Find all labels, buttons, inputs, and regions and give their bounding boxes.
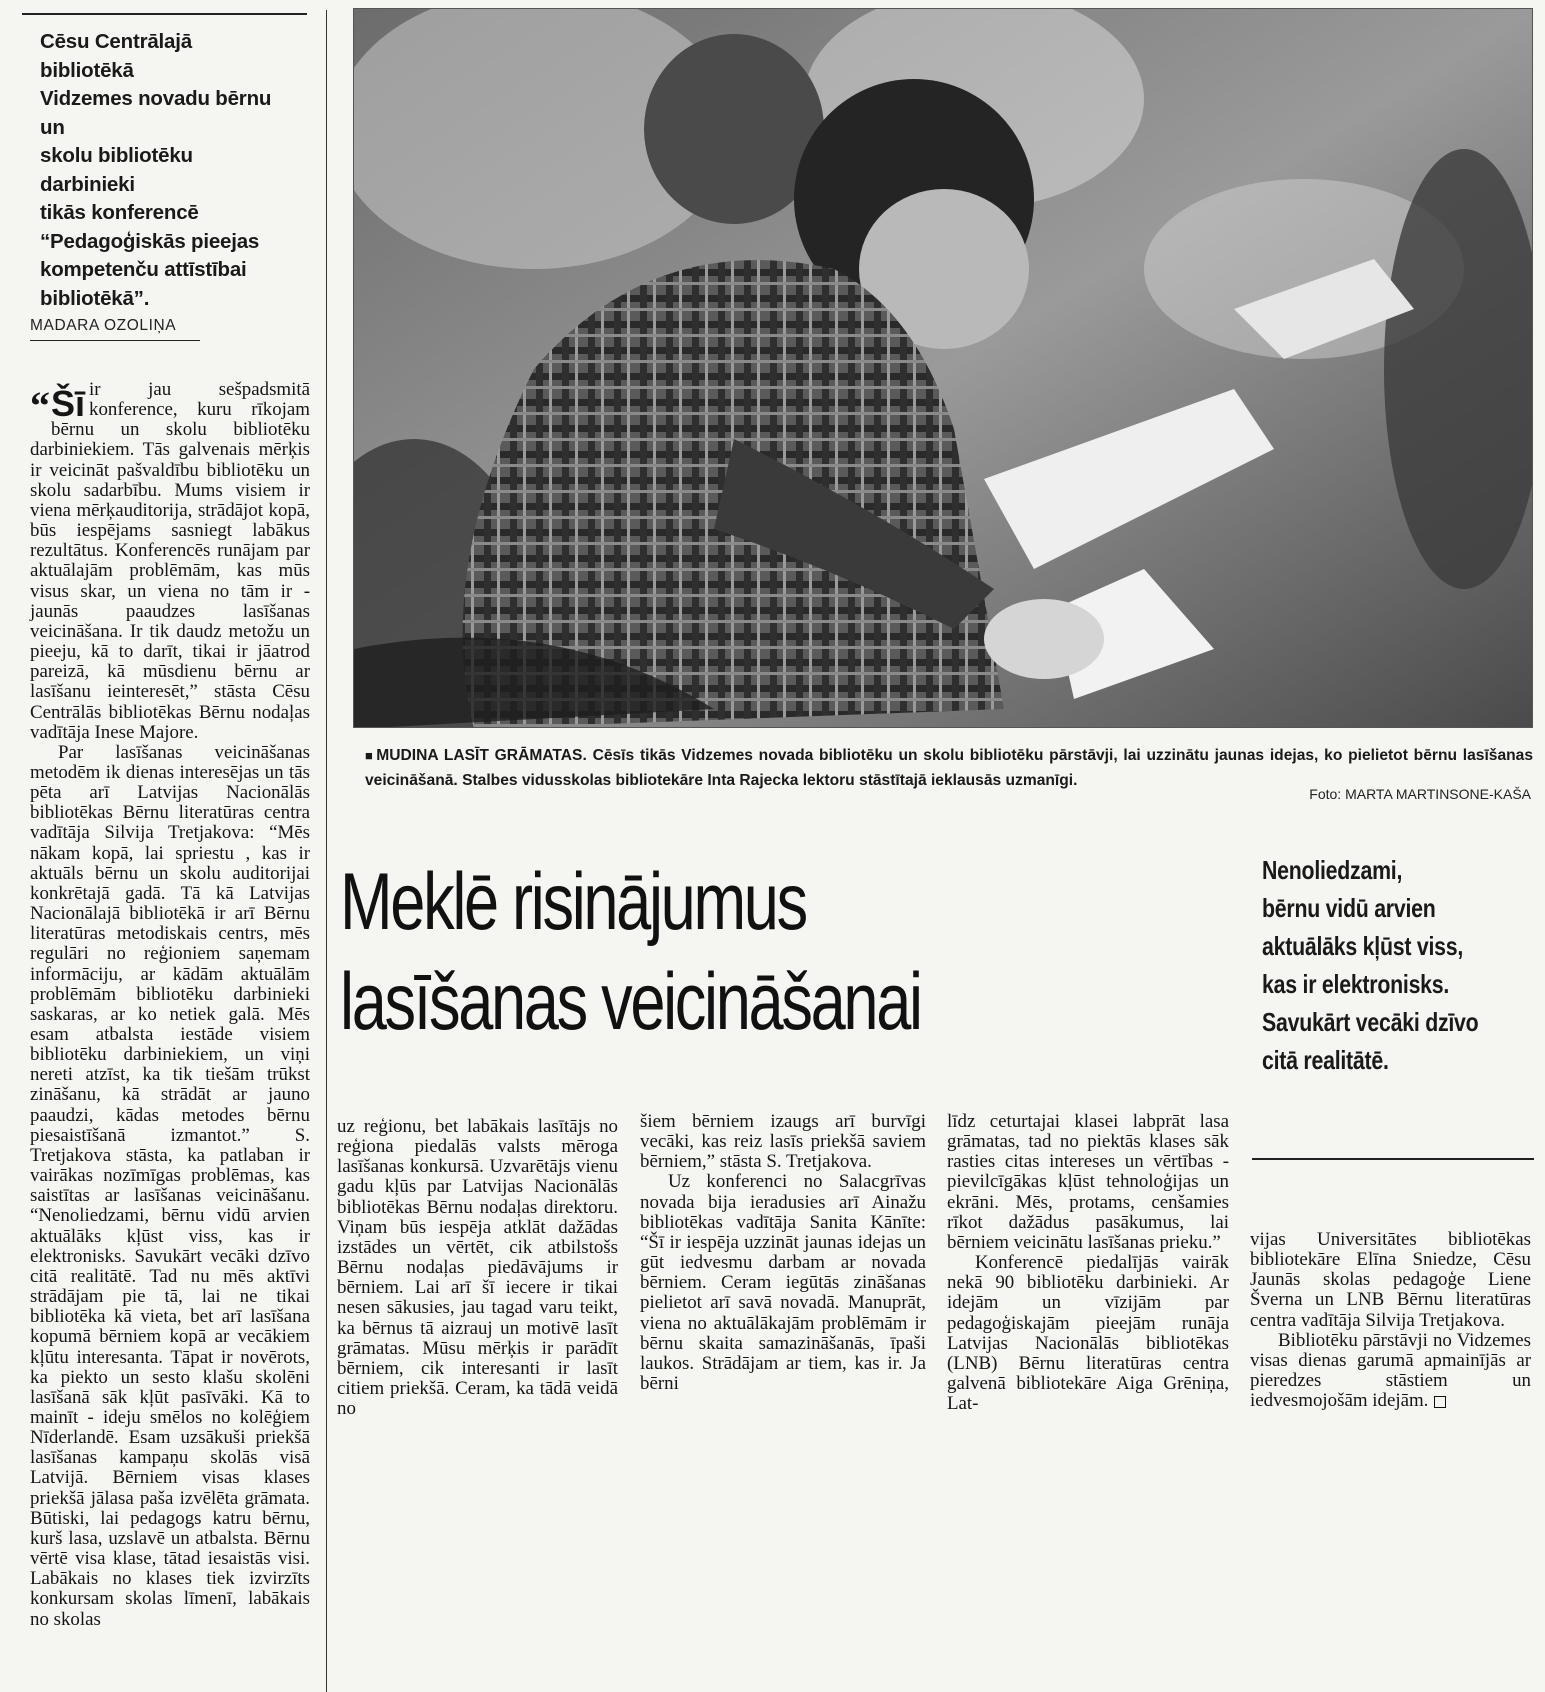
top-rule — [22, 13, 307, 15]
column-b-text-2: Uz konferenci no Salacgrīvas novada bija ieradusies arī Ainažu bibliotēkas vadītāja Sanita Kānīte: “Šī ir iespēja uzzināt jaunas idejas un gūt iedvesmu darbam ar novada bērniem. Ceram iegūtās zināšanas pielietot arī savā novadā. Manuprāt, viena no aktuālākajām problēmām ir bērnu skaita samazināšanās, īpaši laukos. Strādājam ar tiem, kas ir. Ja bērni — [640, 1171, 926, 1395]
caption-text: Cēsīs tikās Vidzemes novada bibliotēku un skolu bibliotēku pārstāvji, lai uzzinātu jaunas idejas, ko pielietot bērnu lasīšanas veicināšanā. Stalbes vidusskolas bibliotekāre Inta Rajecka lektoru stāstītajā ieklausās uzmanīgi. — [365, 747, 1533, 789]
headline — [340, 852, 1026, 1052]
end-mark-icon — [1434, 1396, 1446, 1408]
column-b-text-1: šiem bērniem izaugs arī burvīgi vecāki, kas reiz lasīs priekšā saviem bērniem,” stāsta S. Tretjakova. — [640, 1111, 926, 1173]
caption-bullet: ■ — [365, 748, 375, 763]
pull-quote: Nenoliedzami, bērnu vidū arvien aktuālāks kļūst viss, kas ir elektronisks. Savukārt vecāki dzīvo citā realitātē. — [1262, 855, 1479, 1075]
photo-illustration — [354, 9, 1533, 728]
column-a-text: uz reģionu, bet labākais lasītājs no reģiona piedalās valsts mēroga lasīšanas konkursā. Uzvarētājs vienu gadu kļūs par Latvijas Nacionālās bibliotēkas Bērnu nodaļas direktoru. Viņam būs iespēja atklāt dažādas izstādes un vērtēt, cik atbilstošs Bērnu nodaļas piedāvājums ir bērniem. Lai arī šī iecere ir tikai nesen sākusies, jau tagad varu teikt, ka bērnus tā aizrauj un motivē lasīt grāmatas. Mūsu mērķis ir parādīt bērniem, cik interesanti ir lasīt citiem priekšā. Ceram, ka tādā veidā no — [337, 1116, 618, 1420]
column-divider — [326, 10, 327, 1692]
photo-credit: Foto: MARTA MARTINSONE-KAŠA — [1309, 786, 1531, 802]
body-column-c — [947, 1112, 1229, 1414]
column-d-text-1: vijas Universitātes bibliotēkas bibliotekāre Elīna Sniedze, Cēsu Jaunās skolas pedagoģe Liene Šverna un LNB Bērnu literatūras centra vadītāja Silvija Tretjakova. — [1250, 1229, 1531, 1331]
column-c-text-2: Konferencē piedalījās vairāk nekā 90 bibliotēku darbinieki. Ar idejām un vīzijām par pedagoģiskajām pieejām runāja Latvijas Nacionālās bibliotēkas (LNB) Bērnu literatūras centra galvenā bibliotekāre Aiga Grēniņa, Lat- — [947, 1252, 1229, 1415]
headline-line-1: Meklē risinājumus — [340, 857, 806, 947]
opening-quote: “ — [30, 383, 50, 428]
paragraph-2: Par lasīšanas veicināšanas metodēm ik dienas interesējas un tās pēta arī Latvijas Nacionālās bibliotēkas Bērnu literatūras centra vadītāja Silvija Tretjakova: “Mēs nākam kopā, lai spriestu , kas ir aktuāls bērnu un skolu auditorijai konkrētajā gadā. Tā kā Latvijas Nacionālajā bibliotēkā ir arī Bērnu literatūras metodiskais centrs, mēs regulāri no reģioniem saņemam informāciju, ar kādām aktuālām problēmām bibliotēku darbinieki saskaras, ar ko netiek galā. Mēs esam atbalsta iestāde visiem bibliotēku darbiniekiem, un viņi nereti atzīst, ka tik tiešām trūkst zināšanu, kā strādāt ar jauno paaudzi, kādas metodes bērnu piesaistīšanā izmantot.” S. Tretjakova stāsta, ka patlaban ir vairākas nozīmīgas problēmas, kas saistītas ar lasīšanas veicināšanu. “Nenoliedzami, bērnu vidū arvien aktuālāks kļūst viss, kas ir elektronisks. Savukārt vecāki dzīvo citā realitātē. Tad nu mēs aktīvi strādājam pie tā, lai ne tikai bibliotēka kā vieta, bet arī lasīšana kopumā bērniem kopā ar vecākiem kļūtu interesanta. Tāpat ir novērots, ka piekto un sesto klašu skolēni lasīšanā sāk kļūt pasīvāki. Kā to mainīt - ideju smēlos no kolēģiem Nīderlandē. Esam uzsākuši priekšā lasīšanas kampaņu skolās visā Latvijā. Bērniem visas klases priekšā jālasa paša izvēlēta grāmata. Būtiski, lai pedagogs katru bērnu, kurš lasa, uzslavē un atbalsta. Bērnu vērtē visa klase, tātad iesaistās visi. Labākais no klases tiek izvirzīts konkursam skolas līmenī, labākais no skolas — [30, 741, 310, 1630]
headline-line-2: lasīšanas veicināšanai — [340, 957, 921, 1047]
drop-cap: Šī — [51, 383, 86, 424]
body-column-b — [640, 1112, 926, 1394]
lead-paragraph — [30, 380, 310, 743]
lead-text: ir jau sešpadsmitā konference, kuru rīkojam bērnu un skolu bibliotēku darbiniekiem. Tās galvenais mērķis ir veicināt pašvaldību bibliotēku un skolu sadarbību. Mums visiem ir viena mērķauditorija, strādājot kopā, būs iespējams sasniegt labākus rezultātus. Konferencēs runājam par aktuālajām problēmām, kas mūs visus skar, un viena no tām ir - jaunās paaudzes lasīšanas veicināšana. Ir tik daudz metožu un pieeju, kā to darīt, tikai ir jāatrod pareizā, kā mūsdienu bērnu ar lasīšanu ieinteresēt,” stāsta Cēsu Centrālās bibliotēkas Bērnu nodaļas vadītāja Inese Majore. — [30, 379, 310, 743]
column-d-text-2 — [1250, 1331, 1531, 1412]
article-photo — [353, 8, 1533, 728]
body-column-d — [1250, 1230, 1531, 1411]
column-c-text-1: līdz ceturtajai klasei labprāt lasa grāmatas, tad no piektās klases sāk rasties citas intereses un vērtības - pievilcīgākas kļūst tehnoloģijas un ekrāni. Mēs, protams, cenšamies rīkot dažādus pasākumus, lai bērniem veicinātu lasīšanas prieku.” — [947, 1111, 1229, 1253]
caption-lead: MUDINA LASĪT GRĀMATAS. — [376, 747, 587, 764]
closing-text: Bibliotēku pārstāvji no Vidzemes visas dienas garumā apmainījās ar pieredzes stāstiem un iedvesmojošām idejām. — [1250, 1329, 1531, 1412]
pull-quote-rule — [1252, 1158, 1534, 1160]
byline: MADARA OZOLIŅA — [30, 317, 200, 341]
article-deck: Cēsu Centrālajā bibliotēkā Vidzemes novadu bērnu un skolu bibliotēku darbinieki tikās konferencē “Pedagoģiskās pieejas kompetenču attīstībai bibliotēkā”. — [40, 30, 272, 310]
body-column-left — [30, 380, 310, 1630]
body-column-a — [337, 1117, 618, 1419]
